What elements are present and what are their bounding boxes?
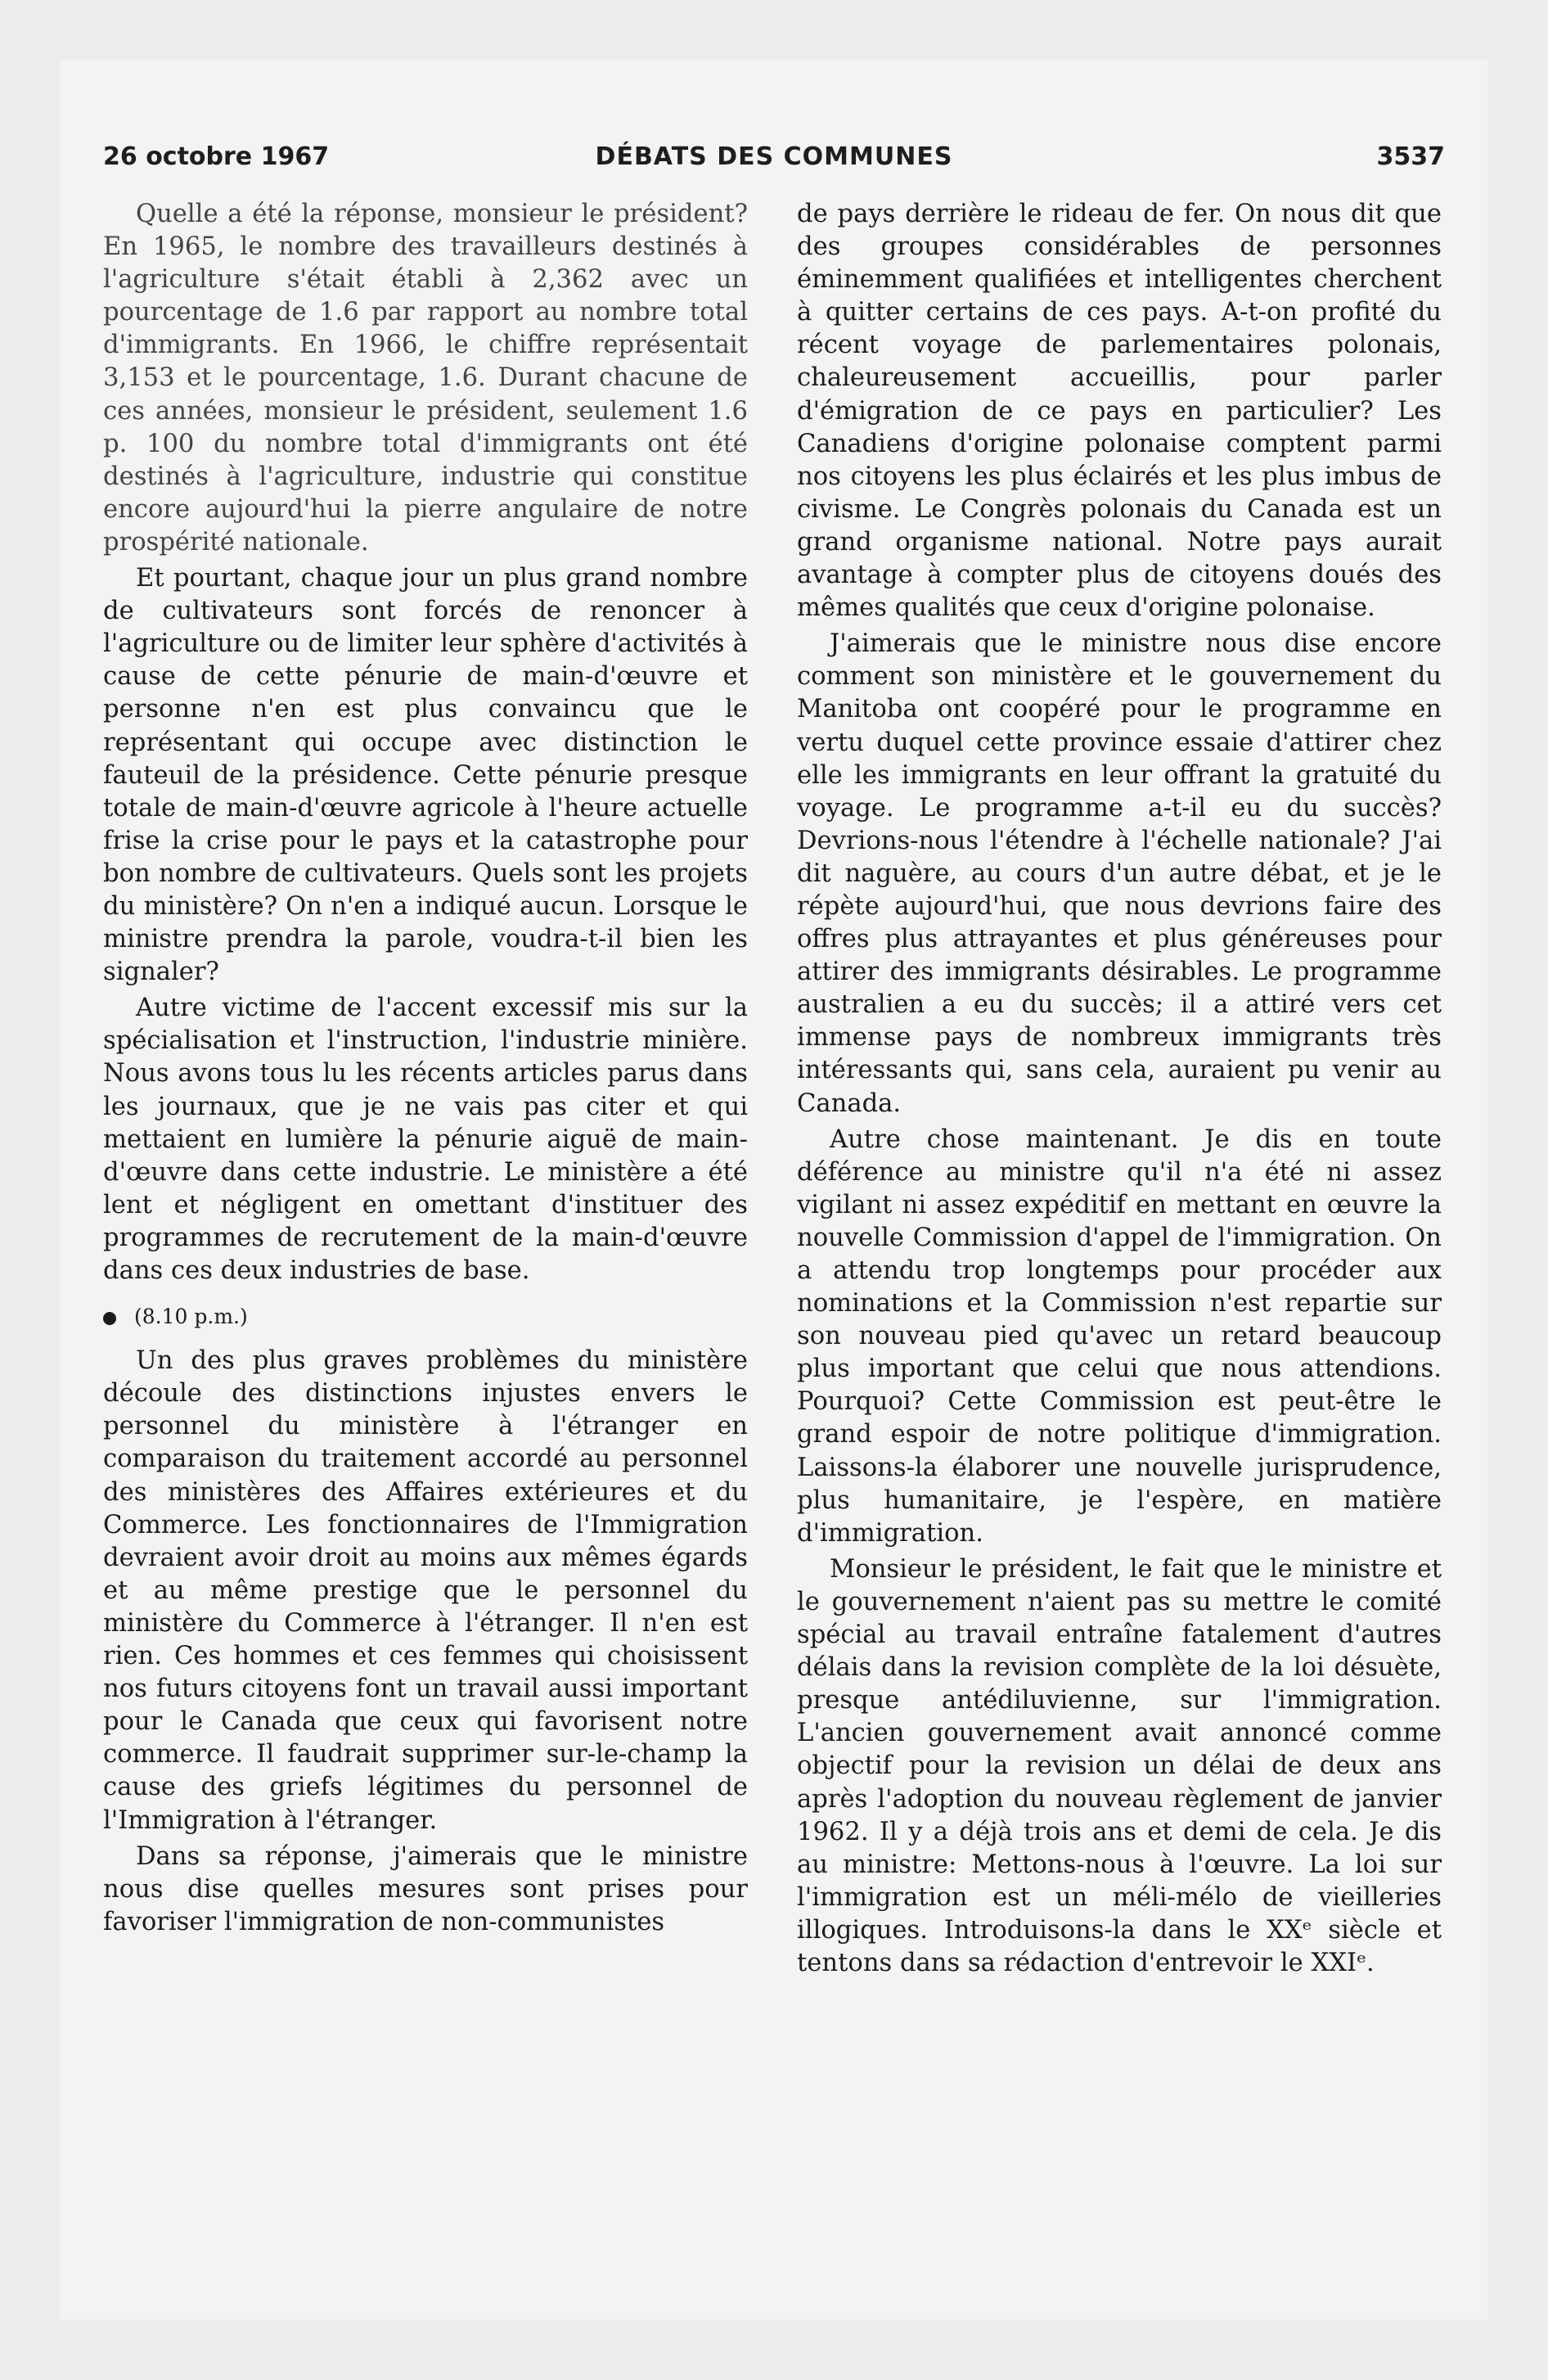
bullet-icon: [103, 1312, 116, 1325]
paragraph: J'aimerais que le ministre nous dise encore comment son ministère et le gouvernement du Manitoba ont coopéré pour le programme en vertu duquel cette province essaie d'attirer chez elle les immigrants en leur offrant la gratuité du voyage. Le programme a-t-il eu du succès? Devrions-nous l'étendre à l'échelle nationale? J'ai dit naguère, au cours d'un autre débat, et je le répète aujourd'hui, que nous devrions faire des offres plus attrayantes et plus généreuses pour attirer des immigrants désirables. Le programme australien a eu du succès; il a attiré vers cet immense pays de nombreux immigrants très intéressants qui, sans cela, auraient pu venir au Canada.: [797, 629, 1442, 1118]
paragraph: Quelle a été la réponse, monsieur le président? En 1965, le nombre des travailleurs destinés à l'agriculture s'était établi à 2,362 avec un pourcentage de 1.6 par rapport au nombre total d'immigrants. En 1966, le chiffre représentait 3,153 et le pourcentage, 1.6. Durant chacune de ces années, monsieur le président, seulement 1.6 p. 100 du nombre total d'immigrants ont été destinés à l'agriculture, industrie qui constitue encore aujourd'hui la pierre angulaire de notre prospérité nationale.: [103, 200, 748, 557]
header-page-number: 3537: [1376, 142, 1445, 171]
page-header: [103, 142, 1445, 183]
time-marker-text: (8.10 p.m.): [134, 1305, 248, 1329]
left-column: [103, 198, 748, 1942]
header-title: DÉBATS DES COMMUNES: [595, 142, 953, 171]
paragraph: Autre victime de l'accent excessif mis sur la spécialisation et l'instruction, l'industrie minière. Nous avons tous lu les récents articles parus dans les journaux, que je ne vais pas citer et qui mettaient en lumière la pénurie aiguë de main-d'œuvre dans cette industrie. Le ministère a été lent et négligent en omettant d'instituer des programmes de recrutement de la main-d'œuvre dans ces deux industries de base.: [103, 994, 748, 1285]
paragraph: Un des plus graves problèmes du ministère découle des distinctions injustes envers le personnel du ministère à l'étranger en comparaison du traitement accordé au personnel des ministères des Affaires extérieures et du Commerce. Les fonctionnaires de l'Immigration devraient avoir droit au moins aux mêmes égards et au même prestige que le personnel du ministère du Commerce à l'étranger. Il n'en est rien. Ces hommes et ces femmes qui choisissent nos futurs citoyens font un travail aussi important pour le Canada que ceux qui favorisent notre commerce. Il faudrait supprimer sur-le-champ la cause des griefs légitimes du personnel de l'Immigration à l'étranger.: [103, 1346, 748, 1835]
paragraph: Monsieur le président, le fait que le ministre et le gouvernement n'aient pas su mettre le comité spécial au travail entraîne fatalement d'autres délais dans la revision complète de la loi désuète, presque antédiluvienne, sur l'immigration. L'ancien gouvernement avait annoncé comme objectif pour la revision un délai de deux ans après l'adoption du nouveau règlement de janvier 1962. Il y a déjà trois ans et demi de cela. Je dis au ministre: Mettons-nous à l'œuvre. La loi sur l'immigration est un méli-mélo de vieilleries illogiques. Introduisons-la dans le XXᵉ siècle et tentons dans sa rédaction d'entrevoir le XXIᵉ.: [797, 1554, 1442, 1977]
header-date: 26 octobre 1967: [103, 142, 330, 171]
time-marker: [103, 1300, 748, 1333]
paragraph: Autre chose maintenant. Je dis en toute déférence au ministre qu'il n'a été ni assez vigilant ni assez expéditif en mettant en œuvre la nouvelle Commission d'appel de l'immigration. On a attendu trop longtemps pour procéder aux nominations et la Commission n'est repartie sur son nouveau pied qu'avec un retard beaucoup plus important que celui que nous attendions. Pourquoi? Cette Commission est peut-être le grand espoir de notre politique d'immigration. Laissons-la élaborer une nouvelle jurisprudence, plus humanitaire, je l'espère, en matière d'immigration.: [797, 1125, 1442, 1548]
paragraph: Dans sa réponse, j'aimerais que le ministre nous dise quelles mesures sont prises pour favoriser l'immigration de non-communistes: [103, 1841, 748, 1936]
document-page: [61, 61, 1487, 2319]
paragraph: de pays derrière le rideau de fer. On nous dit que des groupes considérables de personnes éminemment qualifiées et intelligentes cherchent à quitter certains de ces pays. A-t-on profité du récent voyage de parlementaires polonais, chaleureusement accueillis, pour parler d'émigration de ce pays en particulier? Les Canadiens d'origine polonaise comptent parmi nos citoyens les plus éclairés et les plus imbus de civisme. Le Congrès polonais du Canada est un grand organisme national. Notre pays aurait avantage à compter plus de citoyens doués des mêmes qualités que ceux d'origine polonaise.: [797, 200, 1442, 623]
right-column: [797, 198, 1442, 1983]
paragraph: Et pourtant, chaque jour un plus grand nombre de cultivateurs sont forcés de renoncer à l'agriculture ou de limiter leur sphère d'activités à cause de cette pénurie de main-d'œuvre et personne n'en est plus convaincu que le représentant qui occupe avec distinction le fauteuil de la présidence. Cette pénurie presque totale de main-d'œuvre agricole à l'heure actuelle frise la crise pour le pays et la catastrophe pour bon nombre de cultivateurs. Quels sont les projets du ministère? On n'en a indiqué aucun. Lorsque le ministre prendra la parole, voudra-t-il bien les signaler?: [103, 564, 748, 987]
